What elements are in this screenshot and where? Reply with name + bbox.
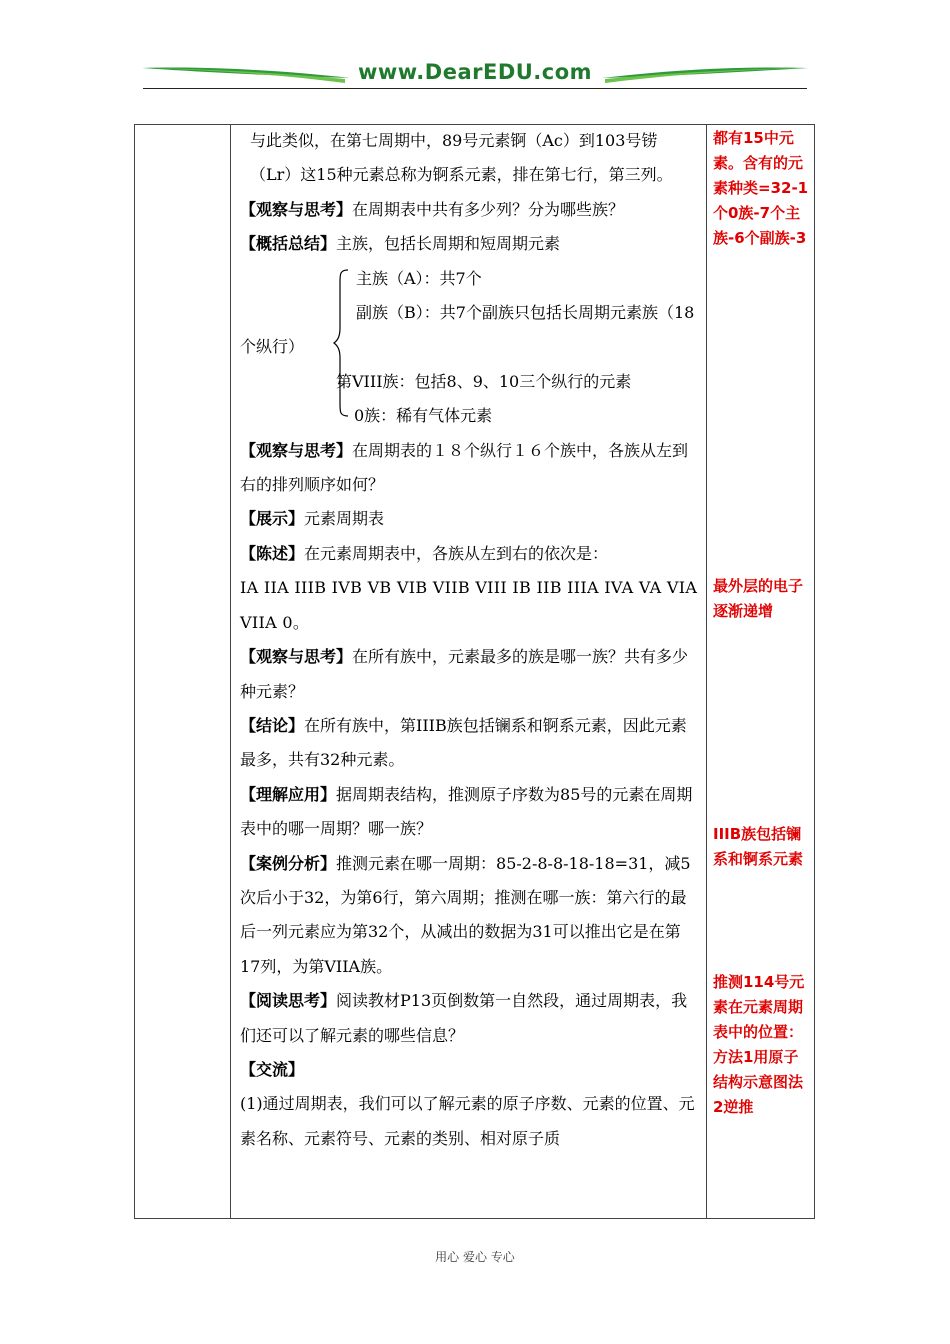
paragraph: 与此类似，在第七周期中，89号元素锕（Ac）到103号铹（Lr）这15种元素总称为锕系元素，排在第七行，第三列。 bbox=[250, 131, 673, 185]
side-note: 最外层的电子逐渐递增 bbox=[713, 577, 804, 620]
side-note: 都有15中元素。含有的元素种类=32-1个0族-7个主族-6个副族-3 bbox=[713, 129, 809, 247]
side-note: IIIB族包括镧系和锕系元素 bbox=[713, 825, 804, 868]
brace-line: 副族（B）：共7个副族只包括长周期元素族（18个纵行） bbox=[240, 303, 695, 357]
side-note: 推测114号元素在元素周期表中的位置：方法1用原子结构示意图法2逆推 bbox=[713, 973, 805, 1116]
paragraph: 【观察与思考】在周期表中共有多少列？分为哪些族？ bbox=[240, 199, 625, 219]
table-column-divider bbox=[230, 125, 231, 1218]
paragraph: 【交流】 bbox=[240, 1059, 305, 1079]
header-divider bbox=[143, 88, 807, 89]
paragraph: 【阅读思考】阅读教材P13页倒数第一自然段，通过周期表，我们还可以了解元素的哪些信息？ bbox=[240, 991, 688, 1045]
paragraph: 【结论】在所有族中，第IIIB族包括镧系和锕系元素，因此元素最多，共有32种元素。 bbox=[240, 715, 687, 770]
paragraph: 【观察与思考】在周期表的１８个纵行１６个族中，各族从左到右的排列顺序如何？ bbox=[240, 440, 689, 495]
brace-icon bbox=[332, 268, 352, 418]
paragraph: 【陈述】在元素周期表中，各族从左到右的依次是： bbox=[240, 543, 609, 563]
brace-line: 主族（A）：共7个 bbox=[356, 268, 482, 288]
table-column-divider bbox=[706, 125, 707, 1218]
brace-line: 第VIII族：包括8、9、10三个纵行的元素 bbox=[336, 371, 632, 391]
paragraph: 【观察与思考】在所有族中，元素最多的族是哪一族？共有多少种元素？ bbox=[240, 647, 689, 701]
page-header bbox=[140, 58, 810, 92]
paragraph: 【案例分析】推测元素在哪一周期：85-2-8-8-18-18=31，减5次后小于32，为第6行，第六周期；推测在哪一族：第六行的最后一列元素应为第32个，从减出的数据为31可以推出它是在第17列，为第VIIA族。 bbox=[240, 853, 691, 976]
paragraph: (1)通过周期表，我们可以了解元素的原子序数、元素的位置、元素名称、元素符号、元素的类别、相对原子质 bbox=[240, 1094, 695, 1148]
site-logo[interactable]: www.DearEDU.com bbox=[357, 60, 593, 84]
paragraph: IA IIA IIIB IVB VB VIB VIIB VIII IB IIB IIIA IVA VA VIA VIIA 0。 bbox=[240, 578, 698, 632]
group-summary bbox=[240, 262, 698, 434]
paragraph: 【展示】元素周期表 bbox=[240, 509, 385, 529]
brace-line: 0族：稀有气体元素 bbox=[354, 406, 493, 426]
paragraph: 【概括总结】主族，包括长周期和短周期元素 bbox=[240, 234, 561, 254]
page-footer: 用心 爱心 专心 bbox=[435, 1250, 515, 1264]
lesson-content bbox=[240, 124, 698, 1156]
paragraph: 【理解应用】据周期表结构，推测原子序数为85号的元素在周期表中的哪一周期？哪一族？ bbox=[240, 784, 693, 839]
